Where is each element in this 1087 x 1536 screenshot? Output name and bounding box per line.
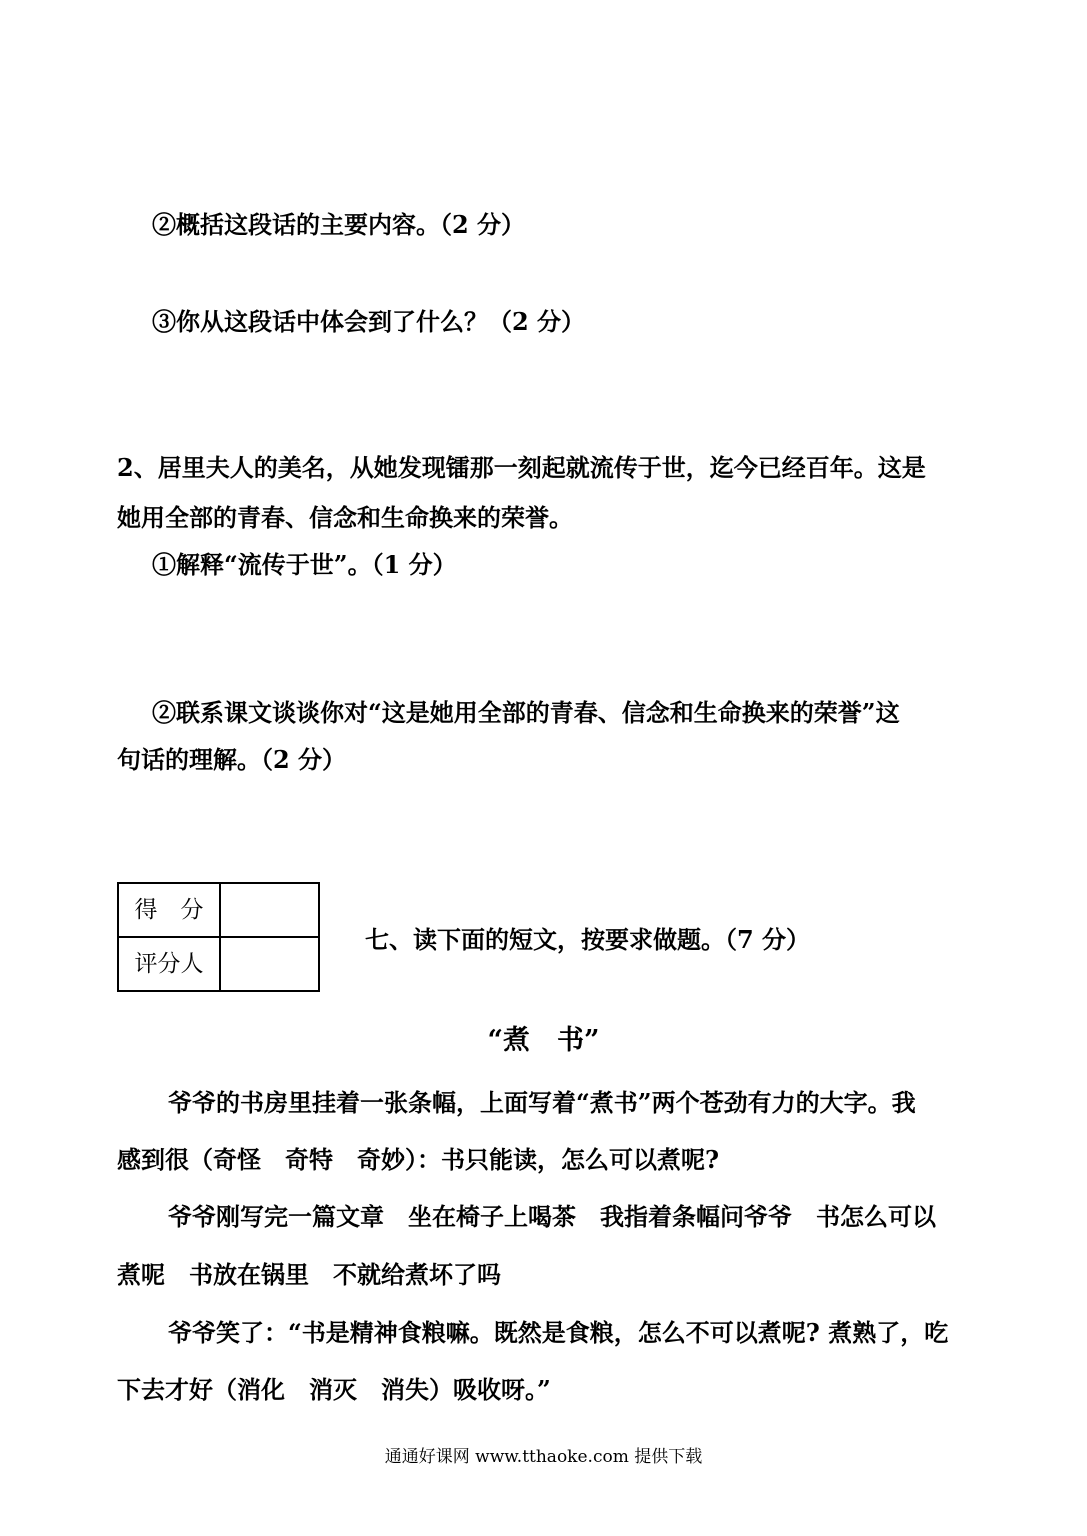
section7-heading: 七、读下面的短文，按要求做题。（7 分） — [365, 925, 811, 954]
passage-p2-line2: 煮呢 书放在锅里 不就给煮坏了吗 — [117, 1260, 501, 1289]
score-cell[interactable] — [220, 883, 319, 937]
q1-sub3-prompt: ③你从这段话中体会到了什么？（2 分） — [152, 307, 586, 336]
q2-passage-line1: 2、居里夫人的美名，从她发现镭那一刻起就流传于世，迄今已经百年。这是 — [117, 453, 926, 482]
q1-sub2-prompt: ②概括这段话的主要内容。（2 分） — [152, 210, 526, 239]
passage-p1-line2: 感到很（奇怪 奇特 奇妙）：书只能读，怎么可以煮呢? — [117, 1145, 720, 1174]
page-footer: 通通好课网 www.tthaoke.com 提供下载 — [384, 1447, 703, 1467]
q2-sub1-prompt: ①解释“流传于世”。（1 分） — [152, 550, 457, 579]
q2-sub2-prompt-line2: 句话的理解。（2 分） — [117, 745, 347, 774]
passage-p1-line1: 爷爷的书房里挂着一张条幅，上面写着“煮书”两个苍劲有力的大字。我 — [168, 1088, 916, 1117]
q2-passage-line2: 她用全部的青春、信念和生命换来的荣誉。 — [117, 503, 573, 532]
score-table — [117, 882, 320, 992]
q2-sub2-prompt-line1: ②联系课文谈谈你对“这是她用全部的青春、信念和生命换来的荣誉”这 — [152, 698, 900, 727]
passage-title: “煮 书” — [487, 1025, 600, 1056]
grader-cell[interactable] — [220, 937, 319, 991]
passage-p3-line2: 下去才好（消化 消灭 消失）吸收呀。” — [117, 1375, 551, 1404]
grader-label: 评分人 — [118, 937, 220, 991]
passage-p3-line1: 爷爷笑了：“书是精神食粮嘛。既然是食粮，怎么不可以煮呢? 煮熟了，吃 — [168, 1318, 949, 1347]
passage-p2-line1: 爷爷刚写完一篇文章 坐在椅子上喝茶 我指着条幅问爷爷 书怎么可以 — [168, 1202, 936, 1231]
score-label: 得 分 — [118, 883, 220, 937]
